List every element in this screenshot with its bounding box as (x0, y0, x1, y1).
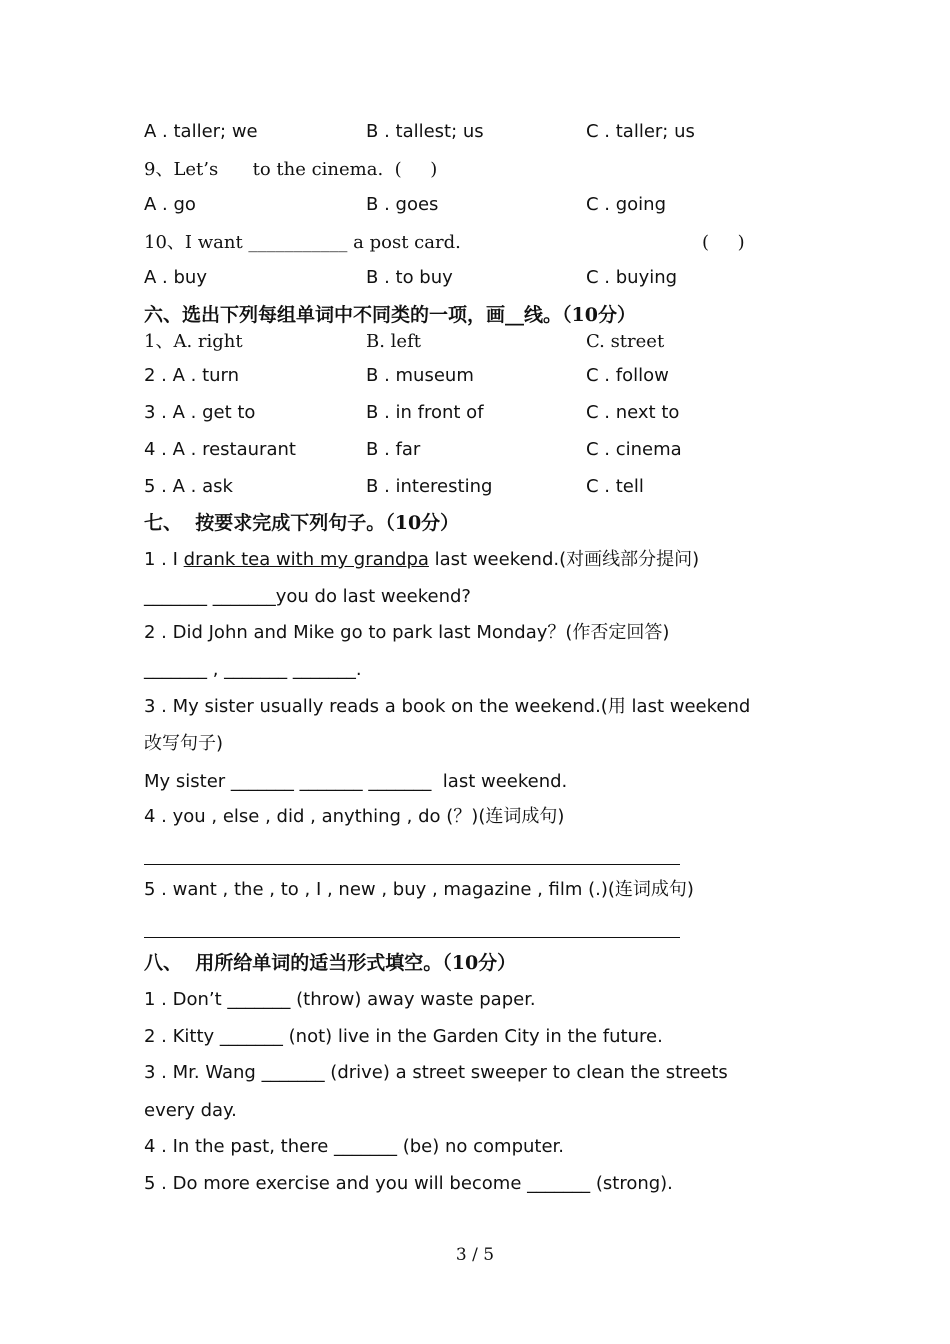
s7-s5-answer-line (144, 937, 680, 938)
s6-item5-c: C . tell (586, 476, 644, 497)
s7-s1-post: last weekend.(对画线部分提问) (428, 549, 700, 570)
q8-option-c: C . taller; us (586, 121, 695, 142)
s8-sentence-2: 2 . Kitty _______ (not) live in the Garden City in the future. (144, 1026, 663, 1047)
s6-item5-a: 5 . A . ask (144, 476, 233, 497)
q8-option-a: A . taller; we (144, 121, 258, 142)
q10-option-b: B . to buy (366, 267, 453, 288)
s7-s1-underlined: drank tea with my grandpa (183, 549, 429, 570)
s6-item1-a: 1、A. right (144, 331, 243, 352)
s7-sentence-3: 3 . My sister usually reads a book on the weekend.(用 last weekend (144, 696, 751, 717)
s7-sentence-5: 5 . want , the , to , I , new , buy , magazine , film (.)(连词成句) (144, 879, 694, 900)
q10-option-a: A . buy (144, 267, 207, 288)
s7-sentence-3-cont: 改写句子) (144, 733, 224, 754)
section8-title: 八、 用所给单词的适当形式填空。（10分） (144, 952, 517, 974)
section7-title: 七、 按要求完成下列句子。（10分） (144, 512, 460, 534)
s6-item2-b: B . museum (366, 365, 474, 386)
s6-item2-a: 2 . A . turn (144, 365, 240, 386)
q8-option-b: B . tallest; us (366, 121, 484, 142)
s8-sentence-3: 3 . Mr. Wang _______ (drive) a street sweeper to clean the streets (144, 1062, 728, 1083)
s6-item1-c: C. street (586, 331, 665, 352)
q9-stem: 9、Let’s to the cinema. ( ) (144, 159, 438, 180)
q9-option-a: A . go (144, 194, 196, 215)
s6-item3-b: B . in front of (366, 402, 484, 423)
s7-s1-pre: 1 . I (144, 549, 184, 570)
s6-item5-b: B . interesting (366, 476, 493, 497)
s7-sentence-1 (144, 551, 699, 569)
s6-item4-a: 4 . A . restaurant (144, 439, 296, 460)
s6-item3-a: 3 . A . get to (144, 402, 256, 423)
q9-option-b: B . goes (366, 194, 439, 215)
page-number: 3 / 5 (455, 1245, 495, 1265)
s6-item3-c: C . next to (586, 402, 680, 423)
section6-title: 六、选出下列每组单词中不同类的一项，画__线。（10分） (144, 304, 636, 326)
s7-sentence-2: 2 . Did John and Mike go to park last Monday？(作否定回答) (144, 622, 670, 643)
s6-item4-c: C . cinema (586, 439, 682, 460)
s7-s1-answer: _______ _______you do last weekend? (144, 586, 471, 607)
s6-item4-b: B . far (366, 439, 421, 460)
q10-paren: ( ) (702, 232, 745, 253)
q10-option-c: C . buying (586, 267, 678, 288)
q10-stem: 10、I want ___________ a post card. (144, 232, 461, 253)
s7-s3-answer: My sister _______ _______ _______ last weekend. (144, 771, 568, 792)
s6-item2-c: C . follow (586, 365, 669, 386)
s6-item1-b: B. left (366, 331, 421, 352)
s8-sentence-5: 5 . Do more exercise and you will become _______ (strong). (144, 1173, 673, 1194)
s8-sentence-1: 1 . Don’t _______ (throw) away waste paper. (144, 989, 536, 1010)
s7-sentence-4: 4 . you , else , did , anything , do (？)(连词成句) (144, 806, 565, 827)
s8-sentence-4: 4 . In the past, there _______ (be) no computer. (144, 1136, 565, 1157)
q9-option-c: C . going (586, 194, 667, 215)
s7-s4-answer-line (144, 864, 680, 865)
s7-s2-answer: _______ , _______ _______. (144, 659, 362, 680)
s8-sentence-3-cont: every day. (144, 1100, 237, 1121)
